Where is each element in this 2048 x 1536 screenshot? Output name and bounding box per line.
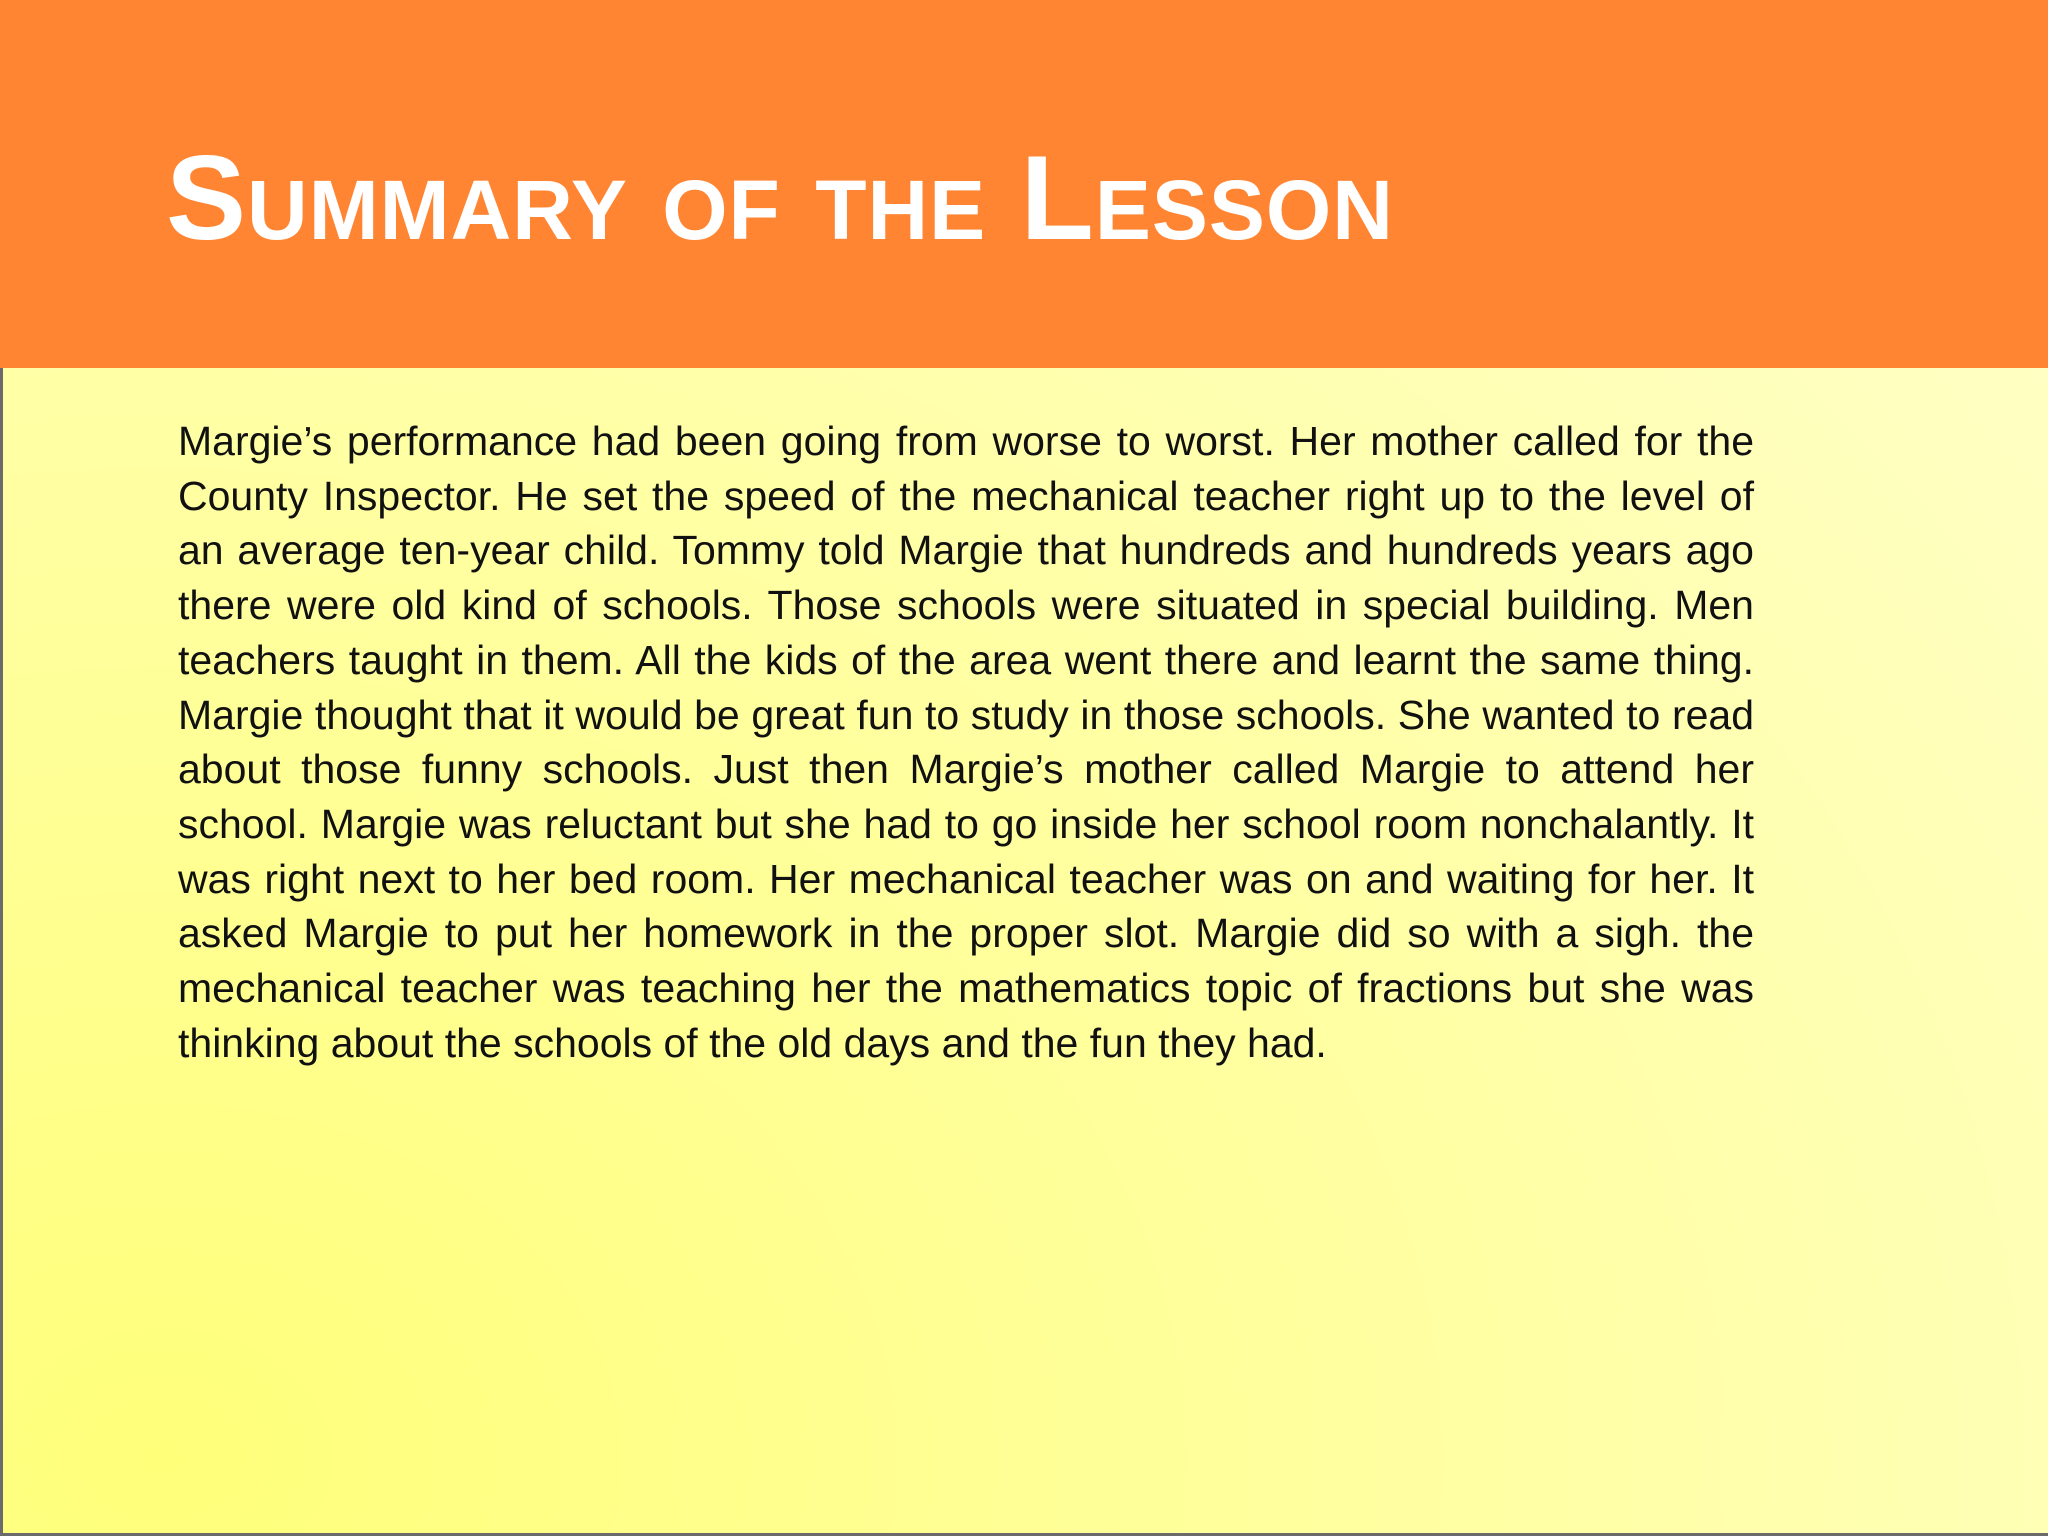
slide-title: Summary of the Lesson [166,131,1394,265]
title-banner [0,0,2048,368]
lesson-summary-text: Margie’s performance had been going from worse to worst. Her mother called for the County Inspector. He set the speed of the mechanical teacher right up to the level of an average ten-year child. Tommy told Margie that hundreds and hundreds years ago there were old kind of schools. Those schools were situated in special building. Men teachers taught in them. All the kids of the area went there and learnt the same thing. Margie thought that it would be great fun to study in those schools. She wanted to read about those funny schools. Just then Margie’s mother called Margie to attend her school. Margie was reluctant but she had to go inside her school room nonchalantly. It was right next to her bed room. Her mechanical teacher was on and waiting for her. It asked Margie to put her homework in the proper slot. Margie did so with a sigh. the mechanical teacher was teaching her the mathematics topic of fractions but she was thinking about the schools of the old days and the fun they had. [178,418,1754,1066]
